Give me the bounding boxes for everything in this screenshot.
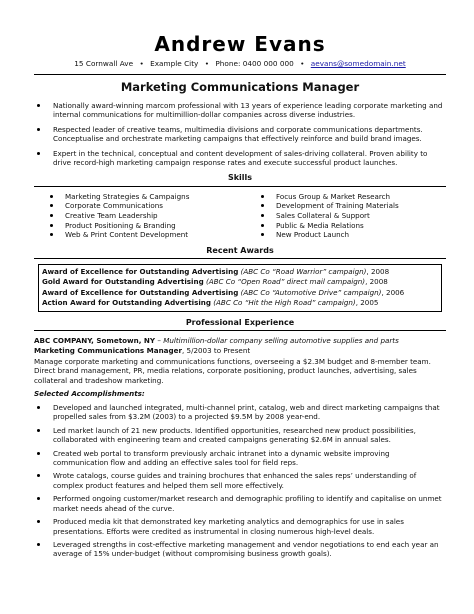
skill-item: Web & Print Content Development <box>48 230 235 240</box>
skill-item: Marketing Strategies & Campaigns <box>48 192 235 202</box>
skill-item: Sales Collateral & Support <box>259 211 446 221</box>
job-title: Marketing Communications Manager <box>34 345 182 355</box>
accomplishment-item: Developed and launched integrated, multi-channel print, catalog, web and direct marketing campaigns that propelled sales from $3.2M (2003) to a projected $9.5M by 2008 year-end. <box>34 403 446 422</box>
award-item <box>42 267 438 277</box>
award-detail: (ABC Co “Hit the High Road” campaign) <box>213 298 356 308</box>
company-dash: – <box>155 336 164 346</box>
award-item <box>42 288 438 298</box>
award-year: , 2005 <box>355 298 379 308</box>
summary-list <box>34 101 446 168</box>
award-title: Action Award for Outstanding Advertising <box>42 298 211 308</box>
accomplishment-item: Leveraged strengths in cost-effective marketing management and vendor negotiations to end each year an average of 15% under-budget (without compromising business growth goals). <box>34 540 446 559</box>
skill-item: New Product Launch <box>259 230 446 240</box>
skill-item: Corporate Communications <box>48 201 235 211</box>
skills-left-list <box>34 192 235 240</box>
role-line <box>34 346 446 355</box>
award-title: Award of Excellence for Outstanding Advertising <box>42 287 239 297</box>
award-detail: (ABC Co “Open Road” direct mail campaign) <box>205 277 366 287</box>
job-description: Manage corporate marketing and communications functions, overseeing a $2.3M budget and 8-member team. Direct brand management, PR, media relations, corporate positioning, product launches, advertising, sales collateral and tradeshow marketing. <box>34 357 431 385</box>
skill-item: Focus Group & Market Research <box>259 192 446 202</box>
award-detail: (ABC Co “Automotive Drive” campaign) <box>240 287 382 297</box>
separator: • <box>300 59 305 68</box>
headline: Marketing Communications Manager <box>120 79 360 94</box>
company-line <box>34 336 446 345</box>
skills-heading: Skills <box>34 173 446 187</box>
award-title: Award of Excellence for Outstanding Advertising <box>42 267 239 277</box>
job-dates: , 5/2003 to Present <box>181 345 251 355</box>
accomplishment-item: Wrote catalogs, course guides and training brochures that enhanced the sales reps’ understanding of complex product features and helped them sell more effectively. <box>34 471 446 490</box>
accomplishment-item: Created web portal to transform previously archaic intranet into a dynamic website improving communication flow and adding an effective sales tool for field reps. <box>34 449 446 468</box>
summary-item: Nationally award-winning marcom professional with 13 years of experience leading corporate marketing and internal communications for multimillion-dollar companies across diverse industries. <box>34 101 446 120</box>
award-detail: (ABC Co “Road Warrior” campaign) <box>240 267 367 277</box>
phone: Phone: 0400 000 000 <box>215 59 294 68</box>
awards-heading: Recent Awards <box>34 246 446 260</box>
accomplishment-item: Performed ongoing customer/market research and demographic profiling to identify and capitalise on unmet market needs ahead of the curve. <box>34 494 446 513</box>
skill-item: Product Positioning & Branding <box>48 221 235 231</box>
address: 15 Cornwall Ave <box>74 59 134 68</box>
accomplishments-list <box>34 403 446 559</box>
summary-item: Expert in the technical, conceptual and content development of sales-driving collateral. Proven ability to drive record-high marketing campaign response rates and execute successful product launches. <box>34 149 446 168</box>
skills-columns <box>34 192 446 240</box>
award-year: , 2008 <box>365 277 388 287</box>
skill-item: Creative Team Leadership <box>48 211 235 221</box>
header-divider <box>34 74 446 75</box>
email-link[interactable]: aevans@somedomain.net <box>310 59 406 68</box>
separator: • <box>204 59 210 68</box>
award-year: , 2006 <box>381 287 405 297</box>
experience-heading: Professional Experience <box>34 318 446 332</box>
award-year: , 2008 <box>366 267 390 277</box>
company-description: Multimillion-dollar company selling automotive supplies and parts <box>163 336 399 346</box>
summary-item: Respected leader of creative teams, multimedia divisions and corporate communications departments. Conceptualise and orchestrate marketing campaigns that effectively reinforce and build brand images. <box>34 125 446 144</box>
separator: • <box>139 59 144 68</box>
accomplishments-heading: Selected Accomplishments: <box>34 389 145 399</box>
accomplishment-item: Led market launch of 21 new products. Identified opportunities, researched new product possibilities, collaborated with engineering team and created campaigns generating $2.6M in annual sales. <box>34 426 446 445</box>
city: Example City <box>150 59 199 68</box>
candidate-name: Andrew Evans <box>154 32 326 56</box>
awards-box <box>38 264 442 312</box>
skill-item: Public & Media Relations <box>259 221 446 231</box>
accomplishment-item: Produced media kit that demonstrated key marketing analytics and demographics for use in sales presentations. Efforts were credited as instrumental in closing numerous high-level deals. <box>34 517 446 536</box>
award-item <box>42 277 438 287</box>
skills-right-list <box>235 192 446 240</box>
company-name: ABC COMPANY, Sometown, NY <box>34 336 156 346</box>
contact-line <box>34 59 446 69</box>
award-item <box>42 298 438 308</box>
award-title: Gold Award for Outstanding Advertising <box>42 277 204 287</box>
skill-item: Development of Training Materials <box>259 201 446 211</box>
